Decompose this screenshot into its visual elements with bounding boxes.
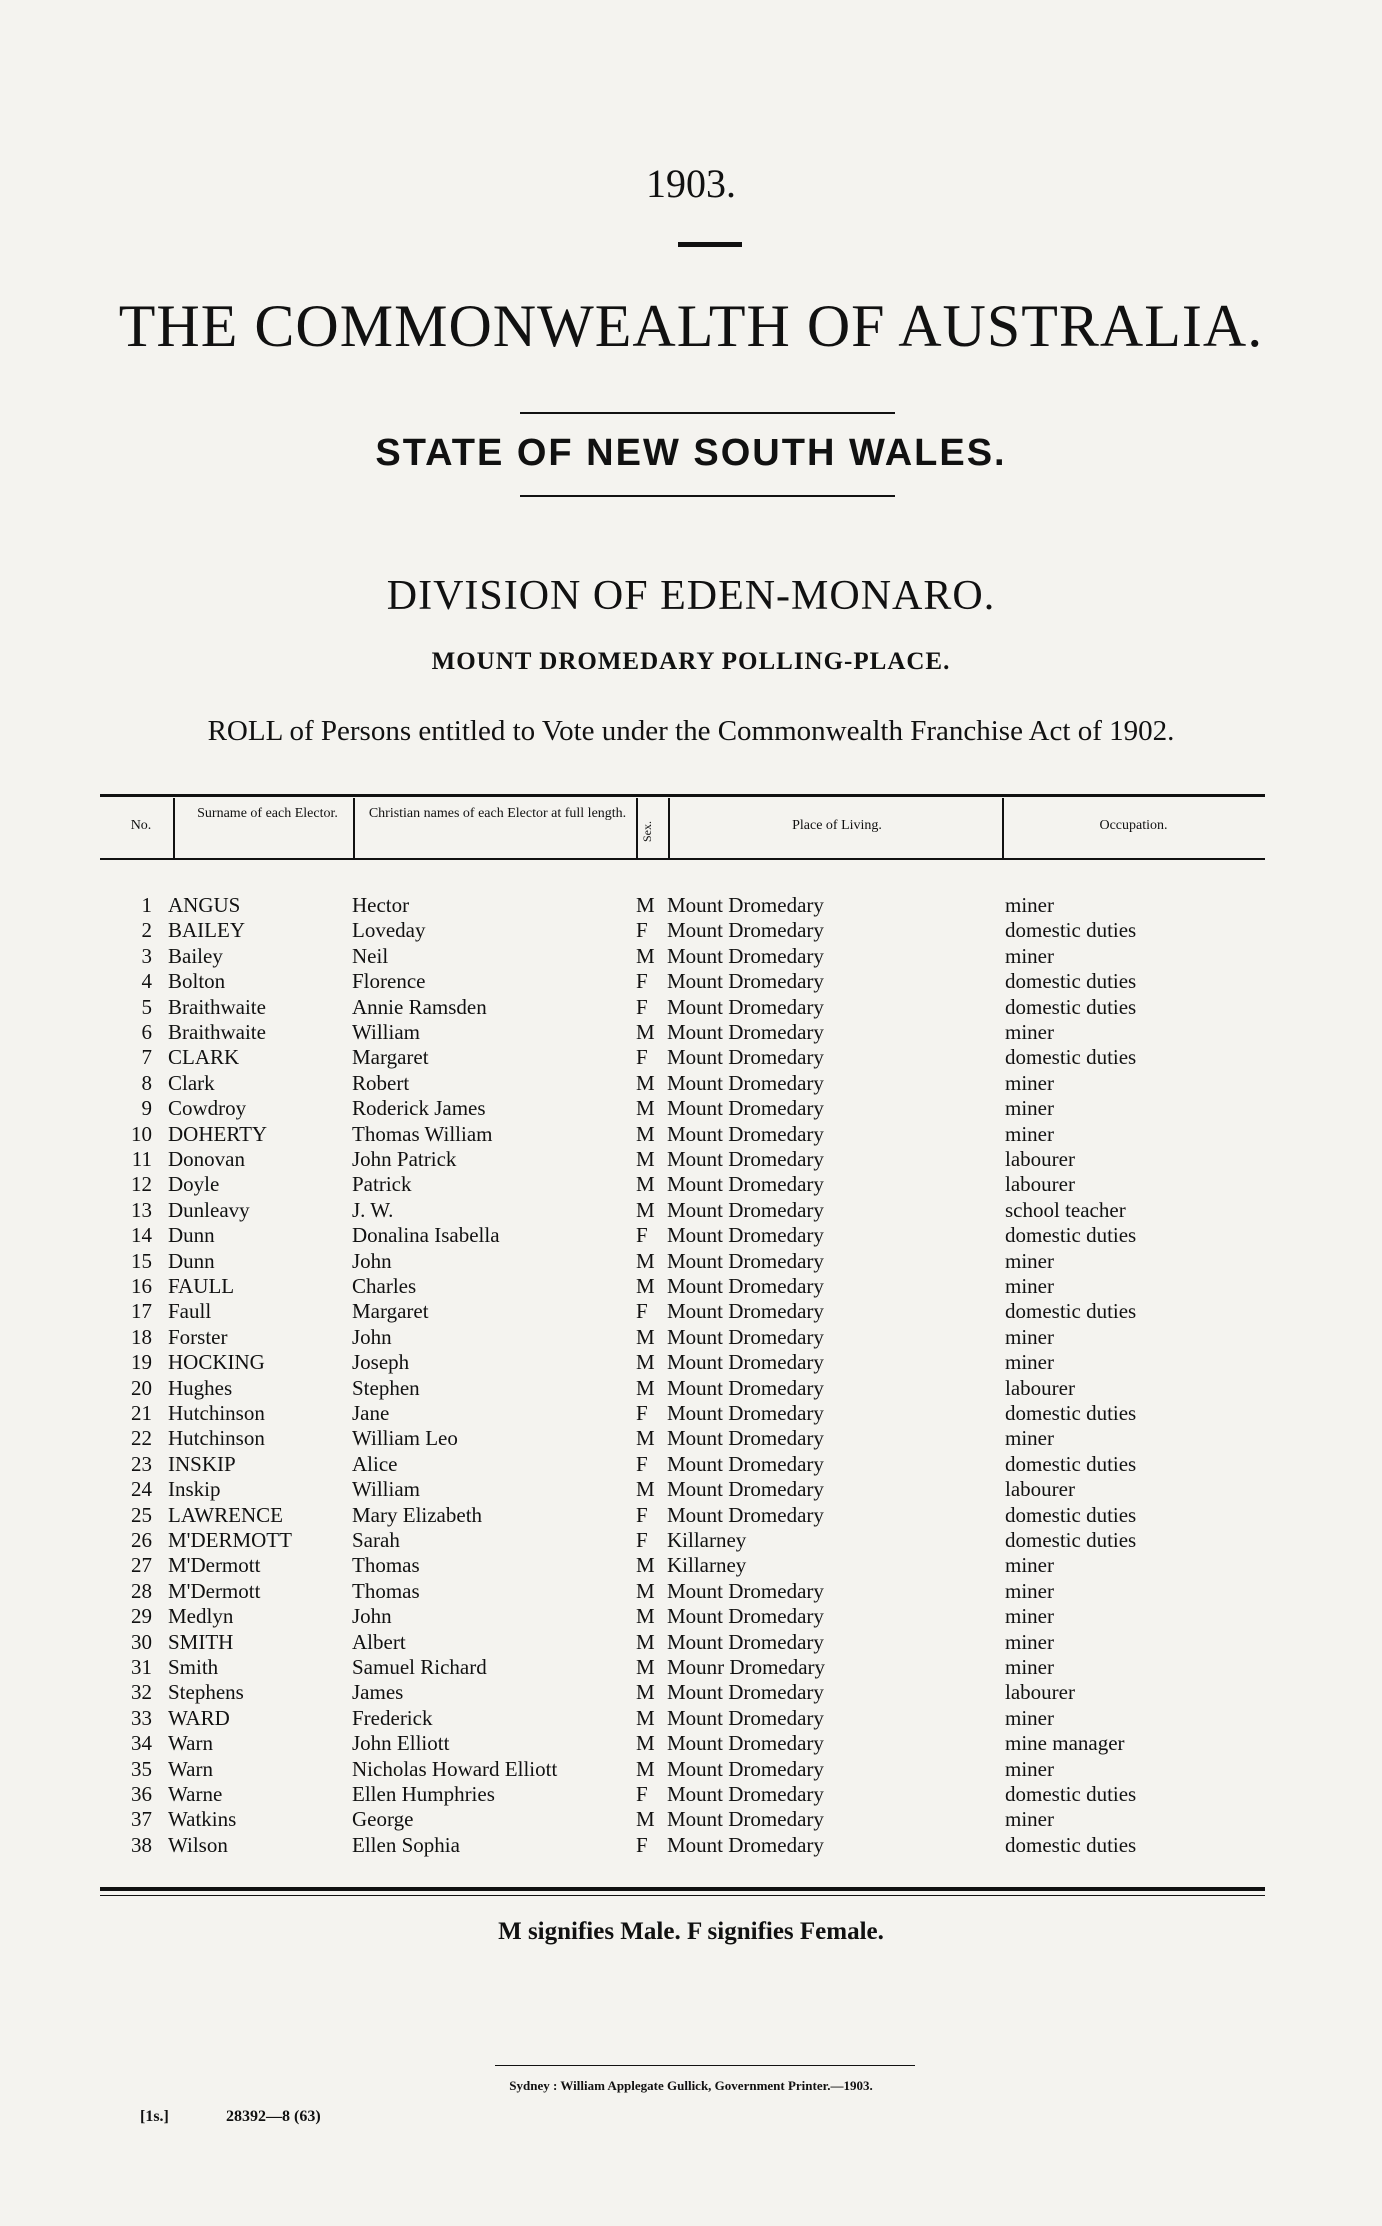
column-divider — [353, 798, 355, 858]
cell-occupation: miner — [1005, 1705, 1054, 1730]
cell-sex: M — [636, 893, 655, 917]
table-row — [0, 1477, 1382, 1502]
cell-no: 19 — [131, 1350, 152, 1375]
cell-christian: Samuel Richard — [352, 1655, 487, 1679]
cell-surname: Forster — [168, 1324, 228, 1349]
table-row — [0, 918, 1382, 943]
cell-sex: F — [636, 969, 648, 994]
cell-sex: F — [636, 1451, 648, 1476]
cell-christian: Roderick James — [352, 1096, 486, 1121]
cell-occupation: miner — [1005, 1578, 1054, 1603]
table-row — [0, 893, 1382, 918]
table-row — [0, 1401, 1382, 1426]
cell-sex: M — [636, 1121, 655, 1146]
cell-sex: M — [636, 1172, 655, 1197]
cell-surname: Clark — [168, 1070, 215, 1095]
column-header-christian: Christian names of each Elector at full length. — [368, 806, 627, 821]
column-header-occupation: Occupation. — [1099, 818, 1168, 833]
cell-place: Mount Dromedary — [667, 1604, 824, 1629]
table-row — [0, 1503, 1382, 1528]
cell-place: Mount Dromedary — [667, 1070, 824, 1095]
year-heading: 1903. — [646, 161, 736, 206]
table-row — [0, 1757, 1382, 1782]
cell-sex: M — [636, 1375, 655, 1400]
cell-sex: F — [636, 994, 648, 1019]
cell-sex: F — [636, 1045, 648, 1070]
cell-sex: F — [636, 918, 648, 943]
cell-occupation: miner — [1005, 1604, 1054, 1629]
cell-sex: M — [636, 1248, 655, 1273]
cell-christian: Margaret — [352, 1299, 429, 1324]
print-code: 28392—8 (63) — [226, 2108, 321, 2125]
column-divider — [668, 798, 670, 858]
cell-christian: George — [352, 1807, 414, 1832]
cell-christian: Patrick — [352, 1172, 412, 1197]
cell-no: 25 — [131, 1502, 152, 1527]
cell-surname: Dunn — [168, 1248, 215, 1273]
table-row — [0, 1833, 1382, 1858]
cell-sex: F — [636, 1502, 648, 1527]
cell-surname: Warn — [168, 1756, 213, 1781]
cell-christian: Margaret — [352, 1045, 429, 1070]
cell-sex: F — [636, 1299, 648, 1324]
cell-christian: Nicholas Howard Elliott — [352, 1756, 558, 1781]
cell-no: 26 — [131, 1528, 152, 1552]
cell-occupation: miner — [1005, 1324, 1054, 1349]
cell-sex: M — [636, 1350, 655, 1375]
column-header-place: Place of Living. — [792, 818, 882, 833]
cell-sex: F — [636, 1782, 648, 1806]
cell-place: Mount Dromedary — [667, 1451, 824, 1476]
cell-no: 3 — [141, 943, 152, 968]
cell-place: Mount Dromedary — [667, 1629, 824, 1654]
cell-surname: HOCKING — [168, 1350, 265, 1375]
cell-place: Mount Dromedary — [667, 1782, 824, 1806]
cell-place: Mount Dromedary — [667, 969, 824, 994]
table-row — [0, 1452, 1382, 1477]
cell-surname: Smith — [168, 1655, 219, 1679]
cell-no: 37 — [131, 1807, 152, 1832]
table-row — [0, 1655, 1382, 1680]
cell-no: 16 — [131, 1274, 152, 1298]
cell-occupation: domestic duties — [1005, 994, 1137, 1019]
cell-no: 10 — [131, 1121, 152, 1146]
cell-occupation: domestic duties — [1005, 1045, 1137, 1070]
cell-surname: CLARK — [168, 1045, 240, 1070]
cell-occupation: labourer — [1005, 1147, 1075, 1171]
cell-place: Mount Dromedary — [667, 1705, 824, 1730]
cell-christian: Frederick — [352, 1705, 433, 1730]
cell-no: 27 — [131, 1553, 152, 1578]
cell-no: 22 — [131, 1426, 152, 1451]
cell-occupation: miner — [1005, 893, 1054, 917]
cell-christian: Ellen Humphries — [352, 1782, 495, 1806]
cell-surname: SMITH — [168, 1629, 234, 1654]
table-row — [0, 1706, 1382, 1731]
table-row — [0, 1528, 1382, 1553]
cell-occupation: miner — [1005, 1274, 1054, 1298]
cell-no: 15 — [131, 1248, 152, 1273]
cell-surname: Donovan — [168, 1147, 245, 1171]
cell-no: 21 — [131, 1401, 152, 1425]
cell-surname: M'Dermott — [168, 1553, 261, 1578]
cell-no: 1 — [141, 893, 152, 917]
cell-occupation: miner — [1005, 1807, 1054, 1832]
cell-surname: Stephens — [168, 1680, 244, 1705]
cell-surname: Medlyn — [168, 1604, 234, 1629]
cell-sex: M — [636, 1604, 655, 1629]
table-row — [0, 1223, 1382, 1248]
column-header-sex: Sex. — [640, 821, 654, 843]
cell-occupation: miner — [1005, 1655, 1054, 1679]
cell-no: 32 — [131, 1680, 152, 1705]
table-row — [0, 1325, 1382, 1350]
column-header-surname: Surname of each Elector. — [197, 806, 338, 821]
cell-place: Mount Dromedary — [667, 1350, 824, 1375]
cell-sex: M — [636, 1655, 655, 1679]
cell-surname: Hutchinson — [168, 1401, 265, 1425]
cell-no: 35 — [131, 1756, 152, 1781]
cell-christian: Annie Ramsden — [352, 994, 487, 1019]
cell-surname: Cowdroy — [168, 1096, 247, 1121]
cell-place: Mount Dromedary — [667, 943, 824, 968]
cell-surname: Warne — [168, 1782, 223, 1806]
cell-surname: ANGUS — [168, 893, 241, 917]
cell-occupation: miner — [1005, 1070, 1054, 1095]
table-row — [0, 969, 1382, 994]
cell-sex: F — [636, 1223, 648, 1248]
table-footer-rule — [100, 1887, 1265, 1891]
cell-christian: Hector — [352, 893, 410, 917]
cell-christian: Thomas William — [352, 1121, 493, 1146]
cell-occupation: domestic duties — [1005, 969, 1137, 994]
cell-occupation: labourer — [1005, 1477, 1075, 1502]
cell-sex: M — [636, 1731, 655, 1756]
cell-no: 7 — [141, 1045, 152, 1070]
table-row — [0, 1147, 1382, 1172]
cell-no: 20 — [131, 1375, 152, 1400]
cell-occupation: labourer — [1005, 1172, 1075, 1197]
cell-sex: M — [636, 1020, 655, 1044]
cell-surname: Hughes — [168, 1375, 233, 1400]
cell-christian: John Patrick — [352, 1147, 457, 1171]
cell-place: Mount Dromedary — [667, 1807, 824, 1832]
cell-place: Killarney — [667, 1553, 747, 1578]
cell-sex: M — [636, 1426, 655, 1451]
cell-place: Mount Dromedary — [667, 1045, 824, 1070]
column-divider — [636, 798, 638, 858]
cell-sex: M — [636, 1756, 655, 1781]
price-mark: [1s.] — [140, 2108, 169, 2125]
table-header-rule-bottom — [100, 858, 1265, 860]
cell-place: Mount Dromedary — [667, 1197, 824, 1222]
cell-occupation: miner — [1005, 1553, 1054, 1578]
cell-no: 31 — [131, 1655, 152, 1679]
cell-christian: Florence — [352, 969, 426, 994]
table-row — [0, 1122, 1382, 1147]
cell-occupation: labourer — [1005, 1375, 1075, 1400]
cell-occupation: domestic duties — [1005, 1502, 1137, 1527]
cell-no: 38 — [131, 1832, 152, 1857]
cell-no: 9 — [141, 1096, 152, 1121]
cell-surname: Wilson — [168, 1832, 228, 1857]
cell-place: Mount Dromedary — [667, 1731, 824, 1756]
cell-christian: Jane — [352, 1401, 390, 1425]
cell-surname: M'Dermott — [168, 1578, 261, 1603]
cell-sex: F — [636, 1401, 648, 1425]
cell-no: 6 — [141, 1020, 152, 1044]
cell-christian: Alice — [352, 1451, 398, 1476]
cell-christian: Thomas — [352, 1553, 420, 1578]
cell-sex: M — [636, 1274, 655, 1298]
cell-no: 28 — [131, 1578, 152, 1603]
cell-no: 33 — [131, 1705, 152, 1730]
cell-surname: Bailey — [168, 943, 223, 968]
cell-place: Mount Dromedary — [667, 1401, 824, 1425]
table-footer-rule — [100, 1895, 1265, 1896]
cell-christian: Stephen — [352, 1375, 420, 1400]
cell-sex: M — [636, 1553, 655, 1578]
cell-place: Mount Dromedary — [667, 1426, 824, 1451]
table-row — [0, 1198, 1382, 1223]
cell-no: 13 — [131, 1197, 152, 1222]
cell-occupation: domestic duties — [1005, 1223, 1137, 1248]
cell-christian: Ellen Sophia — [352, 1832, 460, 1857]
cell-surname: Warn — [168, 1731, 213, 1756]
cell-no: 4 — [141, 969, 152, 994]
cell-no: 23 — [131, 1451, 152, 1476]
cell-christian: Donalina Isabella — [352, 1223, 500, 1248]
cell-surname: Dunleavy — [168, 1197, 250, 1222]
cell-sex: M — [636, 1477, 655, 1502]
table-row — [0, 1299, 1382, 1324]
cell-surname: Hutchinson — [168, 1426, 265, 1451]
cell-christian: Charles — [352, 1274, 417, 1298]
cell-no: 34 — [131, 1731, 152, 1756]
cell-place: Mount Dromedary — [667, 918, 824, 943]
cell-place: Mount Dromedary — [667, 1172, 824, 1197]
cell-occupation: miner — [1005, 1350, 1054, 1375]
cell-sex: M — [636, 1070, 655, 1095]
cell-christian: Joseph — [352, 1350, 410, 1375]
cell-sex: M — [636, 1578, 655, 1603]
cell-place: Mount Dromedary — [667, 1020, 824, 1044]
page-title: THE COMMONWEALTH OF AUSTRALIA. — [118, 293, 1264, 359]
cell-place: Mount Dromedary — [667, 1578, 824, 1603]
cell-sex: M — [636, 943, 655, 968]
cell-surname: Inskip — [168, 1477, 221, 1502]
cell-sex: F — [636, 1528, 648, 1552]
table-row — [0, 1630, 1382, 1655]
cell-christian: John — [352, 1248, 392, 1273]
table-row — [0, 1731, 1382, 1756]
table-row — [0, 1807, 1382, 1832]
column-header-no: No. — [130, 818, 152, 833]
cell-christian: John — [352, 1604, 392, 1629]
cell-christian: Robert — [352, 1070, 410, 1095]
divider-rule — [520, 495, 895, 497]
cell-surname: Faull — [168, 1299, 212, 1324]
cell-christian: J. W. — [352, 1197, 394, 1222]
cell-place: Killarney — [667, 1528, 747, 1552]
cell-surname: INSKIP — [168, 1451, 236, 1476]
table-row — [0, 944, 1382, 969]
cell-surname: Watkins — [168, 1807, 237, 1832]
cell-no: 17 — [131, 1299, 152, 1324]
cell-occupation: labourer — [1005, 1680, 1075, 1705]
roll-title: ROLL of Persons entitled to Vote under the Commonwealth Franchise Act of 1902. — [207, 715, 1175, 747]
cell-christian: Sarah — [352, 1528, 400, 1552]
cell-place: Mount Dromedary — [667, 1096, 824, 1121]
cell-no: 18 — [131, 1324, 152, 1349]
cell-sex: M — [636, 1096, 655, 1121]
cell-christian: Neil — [352, 943, 389, 968]
cell-christian: John Elliott — [352, 1731, 450, 1756]
cell-sex: M — [636, 1680, 655, 1705]
cell-surname: Doyle — [168, 1172, 220, 1197]
cell-place: Mount Dromedary — [667, 1121, 824, 1146]
cell-occupation: miner — [1005, 1096, 1054, 1121]
cell-no: 2 — [141, 918, 152, 943]
table-row — [0, 1782, 1382, 1807]
table-row — [0, 1604, 1382, 1629]
cell-sex: M — [636, 1629, 655, 1654]
cell-sex: M — [636, 1147, 655, 1171]
cell-no: 24 — [131, 1477, 152, 1502]
cell-no: 36 — [131, 1782, 152, 1806]
cell-occupation: domestic duties — [1005, 918, 1137, 943]
cell-occupation: mine manager — [1005, 1731, 1125, 1756]
cell-occupation: miner — [1005, 1426, 1054, 1451]
cell-sex: M — [636, 1324, 655, 1349]
cell-place: Mount Dromedary — [667, 1223, 824, 1248]
cell-no: 29 — [131, 1604, 152, 1629]
cell-surname: M'DERMOTT — [168, 1528, 292, 1552]
cell-occupation: miner — [1005, 1756, 1054, 1781]
cell-occupation: miner — [1005, 1629, 1054, 1654]
cell-occupation: domestic duties — [1005, 1299, 1137, 1324]
table-row — [0, 1071, 1382, 1096]
cell-christian: William Leo — [352, 1426, 458, 1451]
table-row — [0, 1350, 1382, 1375]
table-row — [0, 1680, 1382, 1705]
cell-place: Mount Dromedary — [667, 893, 824, 917]
cell-occupation: miner — [1005, 1020, 1054, 1044]
cell-surname: Braithwaite — [168, 994, 266, 1019]
table-row — [0, 1172, 1382, 1197]
cell-surname: Dunn — [168, 1223, 215, 1248]
cell-occupation: miner — [1005, 1121, 1054, 1146]
table-row — [0, 1376, 1382, 1401]
cell-occupation: domestic duties — [1005, 1782, 1137, 1806]
cell-surname: LAWRENCE — [168, 1502, 283, 1527]
cell-place: Mount Dromedary — [667, 1680, 824, 1705]
table-row — [0, 1579, 1382, 1604]
table-row — [0, 1249, 1382, 1274]
cell-place: Mount Dromedary — [667, 1477, 824, 1502]
cell-no: 11 — [131, 1147, 152, 1171]
cell-sex: F — [636, 1832, 648, 1857]
column-divider — [1002, 798, 1004, 858]
cell-place: Mount Dromedary — [667, 1832, 824, 1857]
cell-place: Mount Dromedary — [667, 1274, 824, 1298]
divider-rule — [520, 412, 895, 414]
cell-occupation: domestic duties — [1005, 1451, 1137, 1476]
printer-rule — [495, 2065, 915, 2066]
cell-surname: DOHERTY — [168, 1121, 268, 1146]
sex-legend: M signifies Male. F signifies Female. — [498, 1918, 884, 1945]
cell-place: Mounr Dromedary — [667, 1655, 826, 1679]
cell-occupation: miner — [1005, 943, 1054, 968]
table-row — [0, 1553, 1382, 1578]
cell-occupation: school teacher — [1005, 1197, 1126, 1222]
cell-occupation: domestic duties — [1005, 1401, 1137, 1425]
cell-place: Mount Dromedary — [667, 1248, 824, 1273]
cell-christian: William — [352, 1020, 420, 1044]
table-row — [0, 1045, 1382, 1070]
table-row — [0, 1096, 1382, 1121]
cell-christian: John — [352, 1324, 392, 1349]
polling-place-heading: MOUNT DROMEDARY POLLING-PLACE. — [431, 648, 951, 675]
cell-no: 30 — [131, 1629, 152, 1654]
column-divider — [173, 798, 175, 858]
cell-christian: Mary Elizabeth — [352, 1502, 483, 1527]
cell-no: 12 — [131, 1172, 152, 1197]
cell-sex: M — [636, 1807, 655, 1832]
cell-place: Mount Dromedary — [667, 994, 824, 1019]
cell-christian: Thomas — [352, 1578, 420, 1603]
cell-place: Mount Dromedary — [667, 1756, 824, 1781]
cell-occupation: domestic duties — [1005, 1832, 1137, 1857]
cell-surname: BAILEY — [168, 918, 245, 943]
cell-christian: Loveday — [352, 918, 426, 943]
cell-place: Mount Dromedary — [667, 1299, 824, 1324]
cell-no: 8 — [141, 1070, 152, 1095]
divider-dash — [678, 242, 742, 247]
cell-sex: M — [636, 1197, 655, 1222]
cell-surname: Braithwaite — [168, 1020, 266, 1044]
state-heading: STATE OF NEW SOUTH WALES. — [375, 432, 1007, 474]
table-row — [0, 995, 1382, 1020]
cell-occupation: miner — [1005, 1248, 1054, 1273]
cell-sex: M — [636, 1705, 655, 1730]
cell-surname: Bolton — [168, 969, 226, 994]
table-row — [0, 1020, 1382, 1045]
table-header-rule-top — [100, 794, 1265, 797]
cell-christian: William — [352, 1477, 420, 1502]
table-row — [0, 1274, 1382, 1299]
cell-christian: Albert — [352, 1629, 406, 1654]
cell-occupation: domestic duties — [1005, 1528, 1137, 1552]
cell-surname: FAULL — [168, 1274, 235, 1298]
cell-place: Mount Dromedary — [667, 1502, 824, 1527]
cell-place: Mount Dromedary — [667, 1324, 824, 1349]
cell-no: 5 — [141, 994, 152, 1019]
cell-surname: WARD — [168, 1705, 230, 1730]
cell-place: Mount Dromedary — [667, 1375, 824, 1400]
table-row — [0, 1426, 1382, 1451]
cell-place: Mount Dromedary — [667, 1147, 824, 1171]
cell-no: 14 — [131, 1223, 152, 1248]
division-heading: DIVISION OF EDEN-MONARO. — [386, 573, 996, 619]
cell-christian: James — [352, 1680, 404, 1705]
printer-imprint: Sydney : William Applegate Gullick, Government Printer.—1903. — [509, 2078, 873, 2093]
